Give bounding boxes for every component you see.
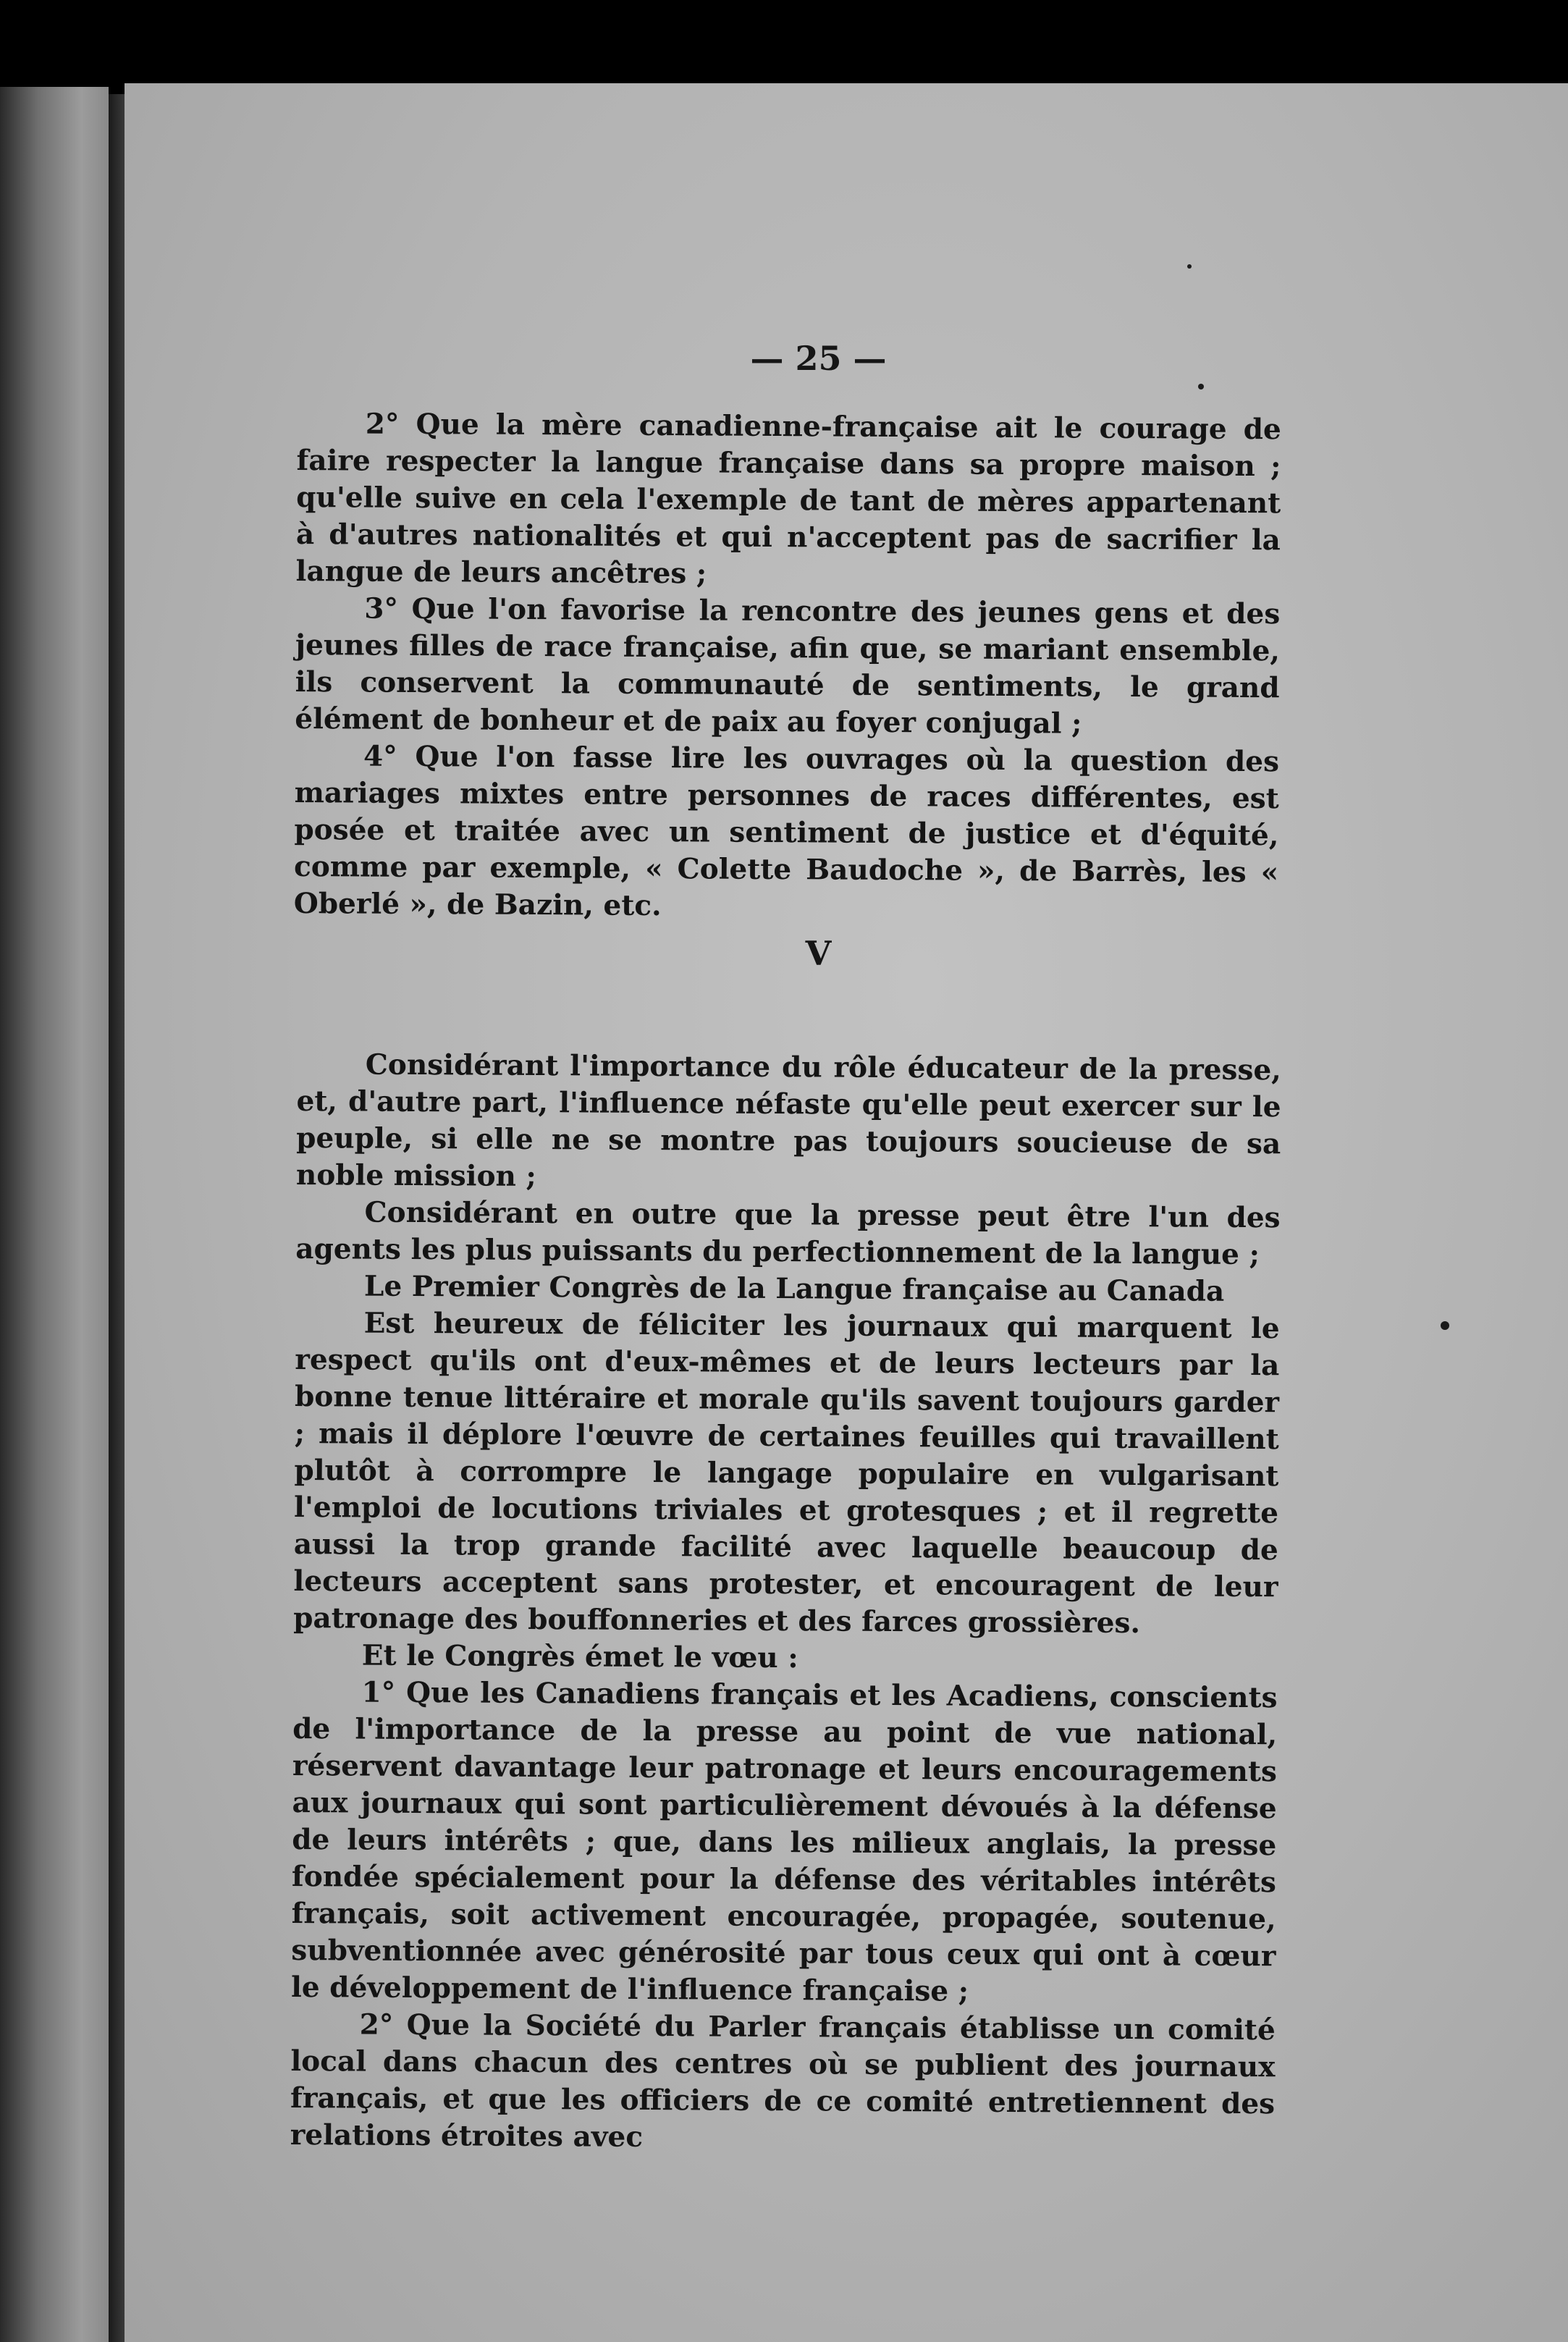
text-block-section-4 [294,405,1281,928]
paragraph: Est heureux de féliciter les journaux qui marquent le respect qu'ils ont d'eux-mêmes et de leurs lecteurs par la bonne tenue littéraire et morale qu'ils savent toujours garder ; mais il déplore l'œuvre de certaines feuilles qui travaillent plutôt à corrompre le langage populaire en vulgarisant l'emploi de locutions triviales et grotesques ; et il regrette aussi la trop grande facilité avec laquelle beaucoup de lecteurs acceptent sans protester, et encouragent de leur patronage des bouffonneries et des farces grossières. [293,1306,1280,1640]
paragraph: 2° Que la mère canadienne-française ait le courage de faire respecter la langue française dans sa propre maison ; qu'elle suive en cela l'exemple de tant de mères appartenant à d'autres nationalités et qui n'acceptent pas de sacrifier la langue de leurs ancêtres ; [295,407,1281,591]
adjacent-page-edge [0,87,109,2342]
paragraph: Le Premier Congrès de la Langue française au Canada [363,1269,1225,1308]
paragraph: Et le Congrès émet le vœu : [361,1638,798,1675]
page-number: — 25 — [750,339,887,378]
section-heading: V [805,934,832,973]
text-block-section-5 [290,1046,1281,2160]
ink-speck [1187,264,1192,269]
ink-speck [1441,1321,1449,1330]
paragraph: 1° Que les Canadiens français et les Acadiens, conscients de l'importance de la presse au point de vue national, réservent davantage leur patronage et leurs encouragements aux journaux qui sont particulièrement dévoués à la défense de leurs intérêts ; que, dans les milieux anglais, la presse fondée spécialement pour la défense des véritables intérêts français, soit activement encouragée, propagée, soutenue, subventionnée avec générosité par tous ceux qui ont à cœur le développement de l'influence française ; [290,1675,1278,2008]
paragraph: 4° Que l'on fasse lire les ouvrages où la question des mariages mixtes entre personnes de races différentes, est posée et traitée avec un sentiment de justice et d'équité, comme par exemple, « Colette Baudoche », de Barrès, les « Oberlé », de Bazin, etc. [293,739,1280,923]
book-spine [109,94,125,2342]
paragraph: Considérant en outre que la presse peut être l'un des agents les plus puissants du perfectionnement de la langue ; [295,1195,1281,1272]
paragraph: Considérant l'importance du rôle éducateur de la presse, et, d'autre part, l'influence néfaste qu'elle peut exercer sur le peuple, si elle ne se montre pas toujours soucieuse de sa noble mission ; [295,1048,1281,1194]
ink-speck [1198,384,1204,389]
paragraph: 2° Que la Société du Parler français établisse un comité local dans chacun des centres où se publient des journaux français, et que les officiers de ce comité entretiennent des relations étroites avec [290,2008,1276,2154]
paragraph: 3° Que l'on favorise la rencontre des jeunes gens et des jeunes filles de race française, afin que, se mariant ensemble, ils conservent la communauté de sentiments, le grand élément de bonheur et de paix au foyer conjugal ; [295,591,1281,741]
